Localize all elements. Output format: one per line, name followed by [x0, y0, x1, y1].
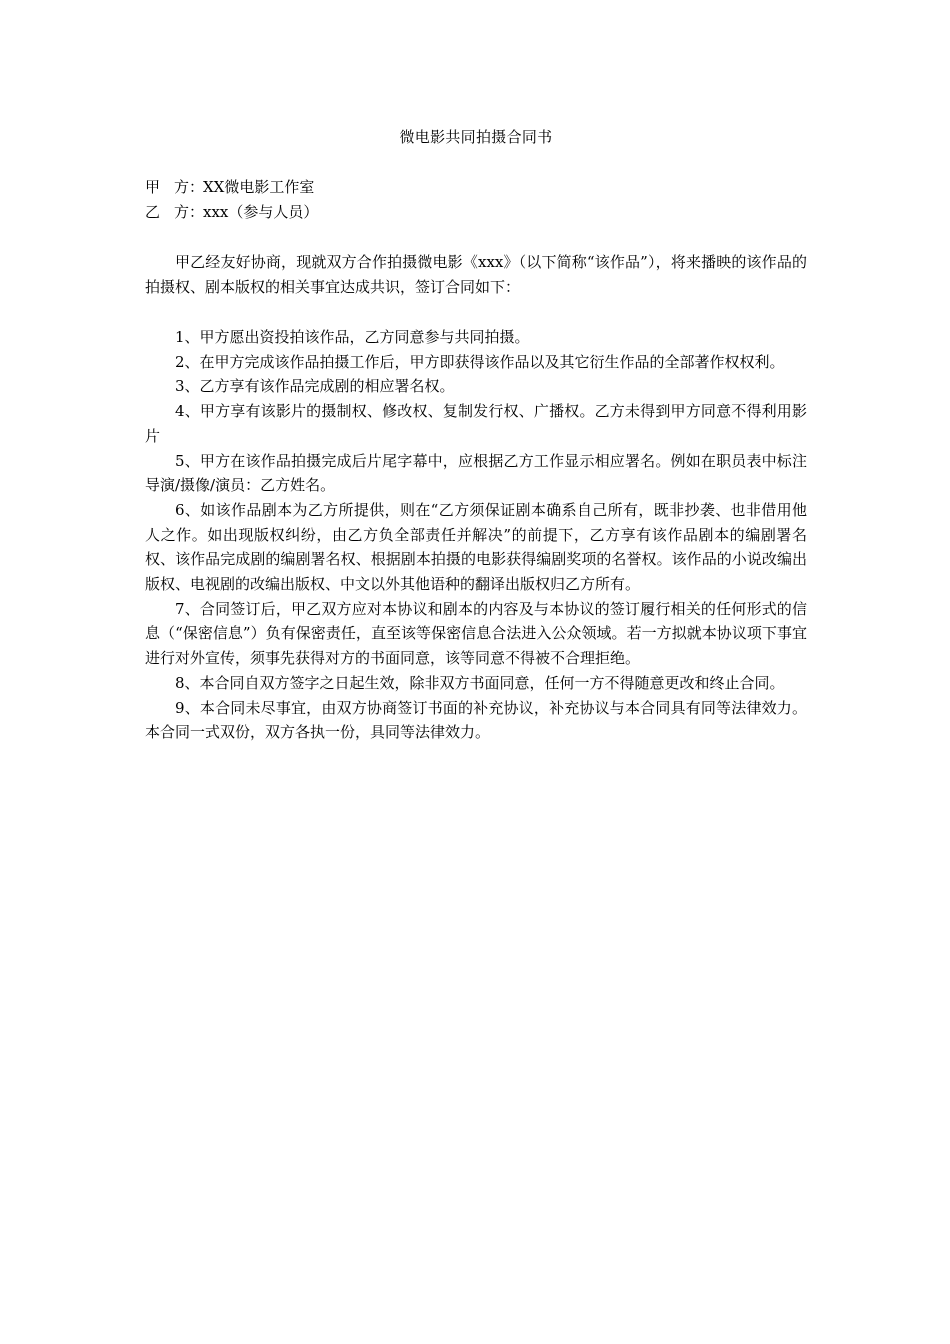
clause-item: 4、甲方享有该影片的摄制权、修改权、复制发行权、广播权。乙方未得到甲方同意不得利用影片 [145, 402, 807, 445]
document-title: 微电影共同拍摄合同书 [399, 128, 553, 146]
party-a-label-suffix: 方： [174, 178, 205, 196]
clause-item: 8、本合同自双方签字之日起生效，除非双方书面同意，任何一方不得随意更改和终止合同。 [175, 673, 785, 692]
party-b-value: xxx（参与人员） [203, 203, 319, 221]
clause-item: 9、本合同未尽事宜，由双方协商签订书面的补充协议，补充协议与本合同具有同等法律效力。本合同一式双份，双方各执一份，具同等法律效力。 [145, 698, 807, 742]
party-b-label [145, 201, 203, 223]
party-a-label-char: 甲 [145, 178, 161, 196]
party-b-label-char: 乙 [145, 203, 161, 221]
clause-item: 5、甲方在该作品拍摄完成后片尾字幕中，应根据乙方工作显示相应署名。例如在职员表中标注导演/摄像/演员：乙方姓名。 [145, 451, 807, 495]
clause-item: 1、甲方愿出资投拍该作品，乙方同意参与共同拍摄。 [175, 328, 530, 346]
party-a-line [145, 176, 314, 198]
clause-item: 2、在甲方完成该作品拍摄工作后，甲方即获得该作品以及其它衍生作品的全部著作权权利。 [175, 352, 785, 371]
intro-paragraph: 甲乙经友好协商，现就双方合作拍摄微电影《xxx》（以下简称“该作品”），将来播映的该作品的拍摄权、剧本版权的相关事宜达成共识，签订合同如下： [145, 253, 807, 296]
clause-item: 3、乙方享有该作品完成剧的相应署名权。 [175, 377, 455, 396]
party-b-line [145, 201, 318, 223]
clause-item: 7、合同签订后，甲乙双方应对本协议和剧本的内容及与本协议的签订履行相关的任何形式的信息（“保密信息”）负有保密责任，直至该等保密信息合法进入公众领域。若一方拟就本协议项下事宜进行对外宣传，须事先获得对方的书面同意，该等同意不得被不合理拒绝。 [145, 599, 807, 668]
party-b-label-suffix: 方： [174, 203, 205, 221]
party-a-label [145, 176, 203, 198]
clause-list [145, 325, 807, 745]
party-a-value: XX微电影工作室 [203, 178, 315, 196]
clause-item: 6、如该作品剧本为乙方所提供，则在“乙方须保证剧本确系自己所有，既非抄袭、也非借用他人之作。如出现版权纠纷，由乙方负全部责任并解决”的前提下，乙方享有该作品剧本的编剧署名权、该作品完成剧的编剧署名权、根据剧本拍摄的电影获得编剧奖项的名誉权。该作品的小说改编出版权、电视剧的改编出版权、中文以外其他语种的翻译出版权归乙方所有。 [145, 500, 807, 594]
